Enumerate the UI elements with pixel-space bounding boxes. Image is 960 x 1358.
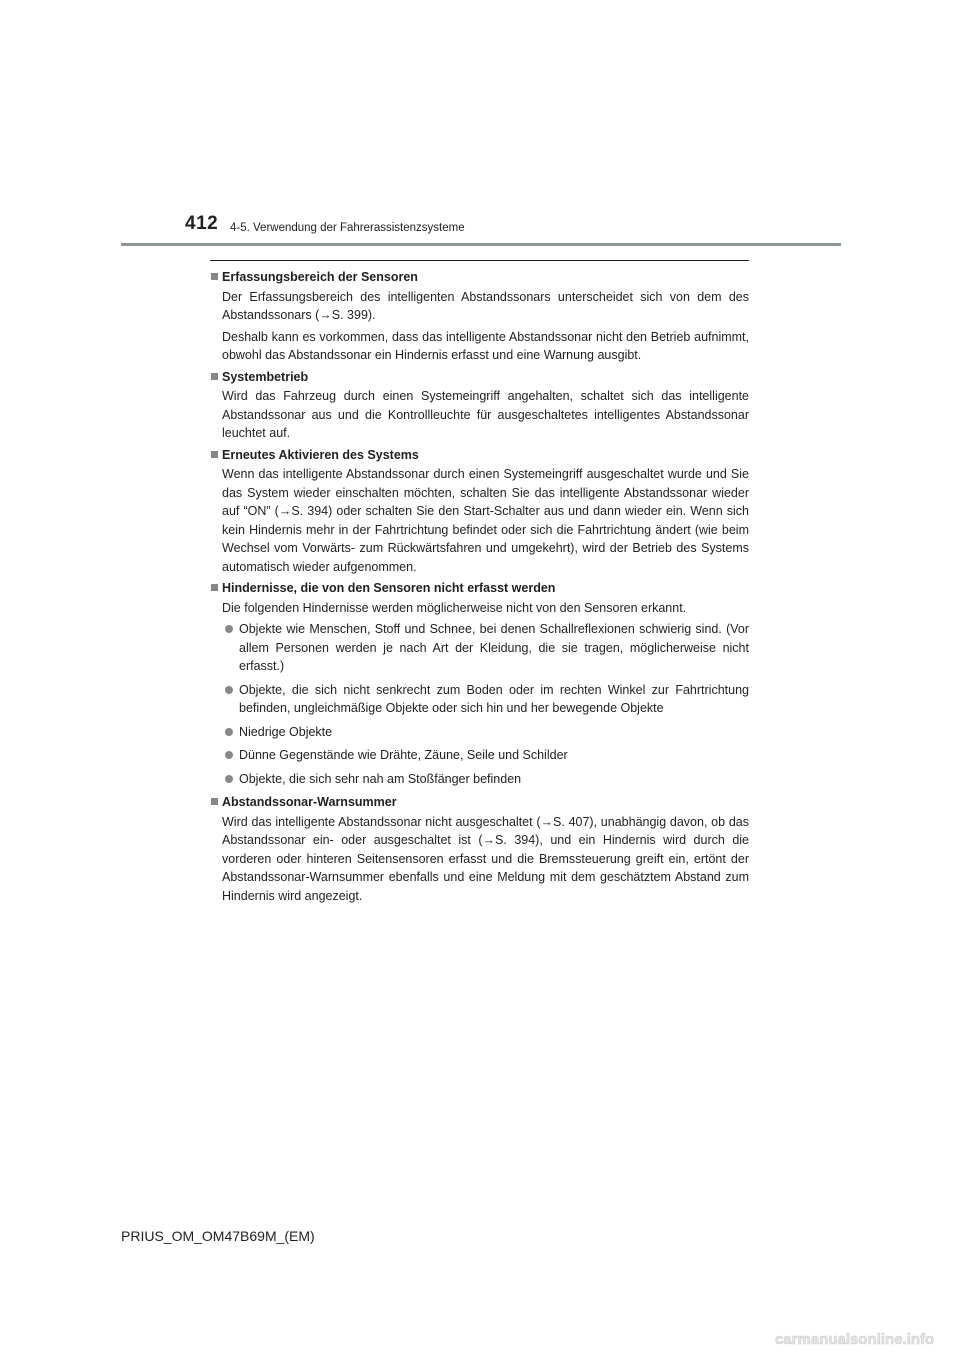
round-bullet-icon <box>225 728 233 736</box>
paragraph: Wird das Fahrzeug durch einen Systemeingriff angehalten, schaltet sich das intelligente Abstandssonar aus und die Kontrollleuchte für ausgeschaltetes intelligentes Abstandssonar leuchtet auf. <box>222 389 749 440</box>
section-title: Erneutes Aktivieren des Systems <box>222 447 419 462</box>
paragraph: Wird das intelligente Abstandssonar nicht ausgeschaltet (→S. 407), unabhängig davon, ob das Abstandssonar ein- oder ausgeschaltet ist (→S. 394), und ein Hindernis wird durch die vorderen oder hinteren Seitensensoren erfasst und die Bremssteuerung greift ein, ertönt der Abstandssonar-Warnsummer ebenfalls und eine Meldung mit dem geschätztem Abstand zum Hindernis wird angezeigt. <box>222 814 749 903</box>
section-rule <box>210 260 749 261</box>
round-bullet-icon <box>225 751 233 759</box>
section-title: Systembetrieb <box>222 369 309 384</box>
square-bullet-icon <box>211 584 218 591</box>
round-bullet-icon <box>225 625 233 633</box>
list-item <box>211 746 749 765</box>
section-title: Abstandssonar-Warnsummer <box>222 795 397 809</box>
paragraph: Der Erfassungsbereich des intelligenten Abstandssonars unterscheidet sich von dem des Abstandssonars (→S. 399). <box>222 289 749 322</box>
list-item <box>211 681 749 718</box>
section <box>211 268 749 365</box>
section-title: Hindernisse, die von den Sensoren nicht erfasst werden <box>222 581 556 595</box>
round-bullet-icon <box>225 775 233 783</box>
page-number: 412 <box>185 213 219 234</box>
square-bullet-icon <box>211 451 218 458</box>
header-rule <box>121 243 841 246</box>
section-heading <box>211 368 749 387</box>
paragraph: Die folgenden Hindernisse werden möglicherweise nicht von den Sensoren erkannt. <box>222 600 687 615</box>
chapter-title: 4-5. Verwendung der Fahrerassistenzsysteme <box>230 222 465 234</box>
section-heading <box>211 268 749 287</box>
section-title: Erfassungsbereich der Sensoren <box>222 270 418 284</box>
content <box>211 268 749 908</box>
bullet-list <box>211 620 749 788</box>
list-item-text: Objekte, die sich nicht senkrecht zum Boden oder im rechten Winkel zur Fahrtrichtung befinden, ungleichmäßige Objekte oder sich hin und her bewegende Objekte <box>239 682 749 715</box>
list-item-text: Objekte wie Menschen, Stoff und Schnee, bei denen Schallreflexionen schwierig sind. (Vor allem Personen werden je nach Art der Kleidung, die sie tragen, möglicherweise nicht erfasst.) <box>239 622 749 673</box>
list-item <box>211 723 749 742</box>
paragraph: Deshalb kann es vorkommen, dass das intelligente Abstandssonar nicht den Betrieb aufnimmt, obwohl das Abstandssonar ein Hindernis erfasst und eine Warnung ausgibt. <box>222 329 749 362</box>
svg-text:carmanualsonline.info: carmanualsonline.info <box>775 1331 935 1348</box>
document-code: PRIUS_OM_OM47B69M_(EM) <box>121 1228 315 1244</box>
list-item-text: Niedrige Objekte <box>239 724 333 739</box>
round-bullet-icon <box>225 686 233 694</box>
section-heading <box>211 446 749 465</box>
section <box>211 446 749 577</box>
list-item-text: Dünne Gegenstände wie Drähte, Zäune, Seile und Schilder <box>239 748 568 762</box>
section <box>211 368 749 443</box>
paragraph: Wenn das intelligente Abstandssonar durch einen Systemeingriff ausgeschaltet wurde und Sie das System wieder einschalten möchten, schalten Sie das intelligente Abstandssonar wieder auf “ON” (→S. 394) oder schalten Sie den Start-Schalter aus und dann wieder ein. Wenn sich kein Hindernis mehr in der Fahrtrichtung befindet oder sich die Fahrtrichtung ändert (wie beim Wechsel vom Vorwärts- zum Rückwärtsfahren und umgekehrt), wird der Betrieb des Systems automatisch wieder aufgenommen. <box>222 467 749 574</box>
square-bullet-icon <box>211 798 218 805</box>
section-heading <box>211 793 749 812</box>
list-item-text: Objekte, die sich sehr nah am Stoßfänger befinden <box>239 771 522 786</box>
watermark-logo <box>775 1328 950 1350</box>
square-bullet-icon <box>211 273 218 280</box>
section <box>211 579 749 788</box>
list-item <box>211 770 749 789</box>
section-heading <box>211 579 749 598</box>
square-bullet-icon <box>211 373 218 380</box>
list-item <box>211 620 749 676</box>
section <box>211 793 749 905</box>
